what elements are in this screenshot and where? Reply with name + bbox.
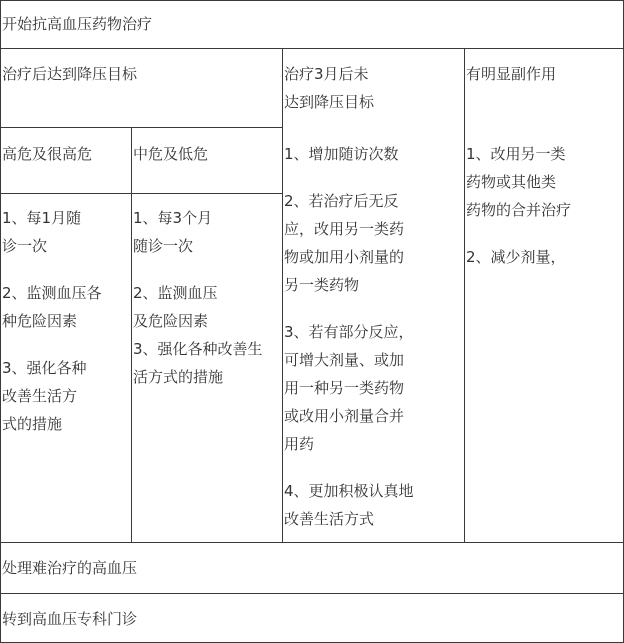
difficult-cell (1, 543, 624, 594)
side-effects-cell (465, 49, 624, 543)
high-risk-action-2: 2、监测血压各 种危险因素 (2, 284, 102, 330)
high-risk-label: 高危及很高危 (2, 145, 93, 163)
high-risk-cell (1, 128, 132, 194)
not-reached-action-1: 1、增加随访次数 (284, 145, 399, 163)
referral-cell (1, 594, 624, 643)
not-reached-label: 治疗3月后未 达到降压目标 1、增加随访次数 2、若治疗后无反 应，改用另一类药 物或加用小剂量的 另一类药物 3、若有部分反应， 可增大剂量、或加 用一种另一类药物 或改用小剂量合并 用药 4、更加积极认真地 改善生活方式 (284, 49, 464, 533)
mid-low-action-2: 2、监测血压 及危险因素 3、强化各种改善生 活方式的措施 (133, 284, 263, 386)
referral-label: 转到高血压专科门诊 (2, 610, 138, 628)
mid-low-risk-cell (132, 128, 283, 194)
side-effect-action-2: 2、减少剂量， (466, 248, 566, 266)
table-title: 开始抗高血压药物治疗 (2, 15, 153, 33)
table-row (1, 543, 624, 594)
mid-low-actions-cell (132, 194, 283, 543)
high-risk-action-3: 3、强化各种 改善生活方 式的措施 (2, 359, 87, 433)
table-row (1, 49, 624, 128)
title-cell (1, 1, 624, 49)
side-effects-label: 有明显副作用 1、改用另一类 药物或其他类 药物的合并治疗 2、减少剂量， (466, 49, 623, 271)
not-reached-action-2: 2、若治疗后无反 应，改用另一类药 物或加用小剂量的 另一类药物 (284, 192, 405, 294)
high-risk-action-1: 1、每1月随 诊一次 (2, 209, 82, 255)
high-risk-actions-cell (1, 194, 132, 543)
difficult-label: 处理难治疗的高血压 (2, 559, 138, 577)
side-effect-action-1: 1、改用另一类 药物或其他类 药物的合并治疗 (466, 145, 572, 219)
table-row (1, 594, 624, 643)
target-reached-cell (1, 49, 283, 128)
target-reached-label: 治疗后达到降压目标 (2, 65, 138, 83)
not-reached-action-3: 3、若有部分反应， 可增大剂量、或加 用一种另一类药物 或改用小剂量合并 用药 (284, 323, 414, 453)
mid-low-risk-label: 中危及低危 (133, 145, 209, 163)
mid-low-action-1: 1、每3个月 随诊一次 (133, 209, 213, 255)
not-reached-action-4: 4、更加积极认真地 改善生活方式 (284, 482, 414, 528)
not-reached-cell (283, 49, 465, 543)
table-row (1, 1, 624, 49)
